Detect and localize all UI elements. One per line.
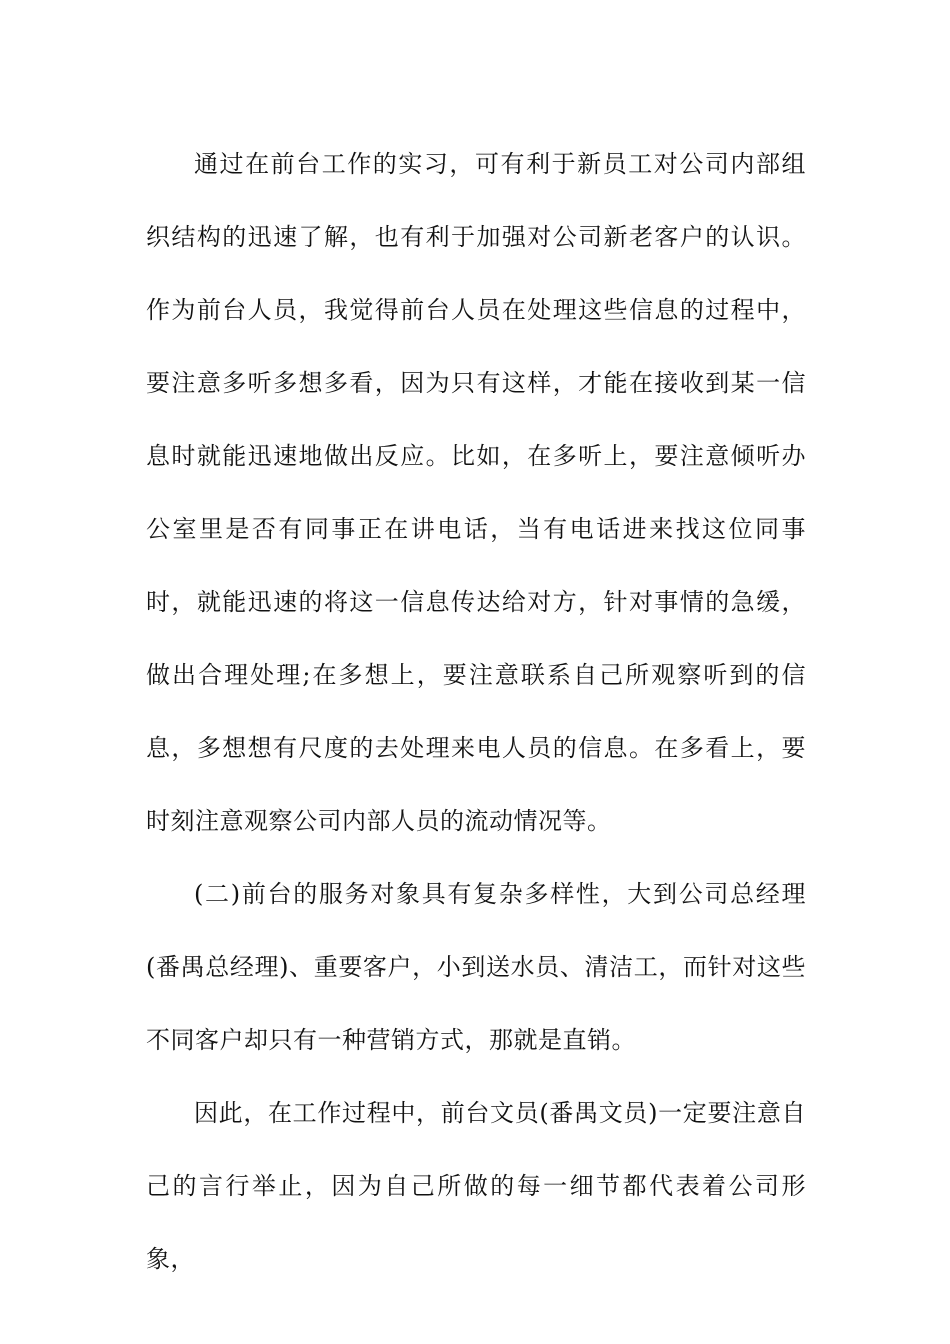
document-body <box>146 128 806 1296</box>
paragraph-2: (二)前台的服务对象具有复杂多样性，大到公司总经理(番禺总经理)、重要客户，小到送水员、清洁工，而针对这些不同客户却只有一种营销方式，那就是直销。 <box>146 880 806 1054</box>
paragraph-1: 通过在前台工作的实习，可有利于新员工对公司内部组织结构的迅速了解，也有利于加强对公司新老客户的认识。作为前台人员，我觉得前台人员在处理这些信息的过程中，要注意多听多想多看，因为只有这样，才能在接收到某一信息时就能迅速地做出反应。比如，在多听上，要注意倾听办公室里是否有同事正在讲电话，当有电话进来找这位同事时，就能迅速的将这一信息传达给对方，针对事情的急缓，做出合理处理;在多想上，要注意联系自己所观察听到的信息，多想想有尺度的去处理来电人员的信息。在多看上，要时刻注意观察公司内部人员的流动情况等。 <box>146 150 806 835</box>
paragraph-3: 因此，在工作过程中，前台文员(番禺文员)一定要注意自己的言行举止，因为自己所做的每一细节都代表着公司形象， <box>146 1099 806 1273</box>
